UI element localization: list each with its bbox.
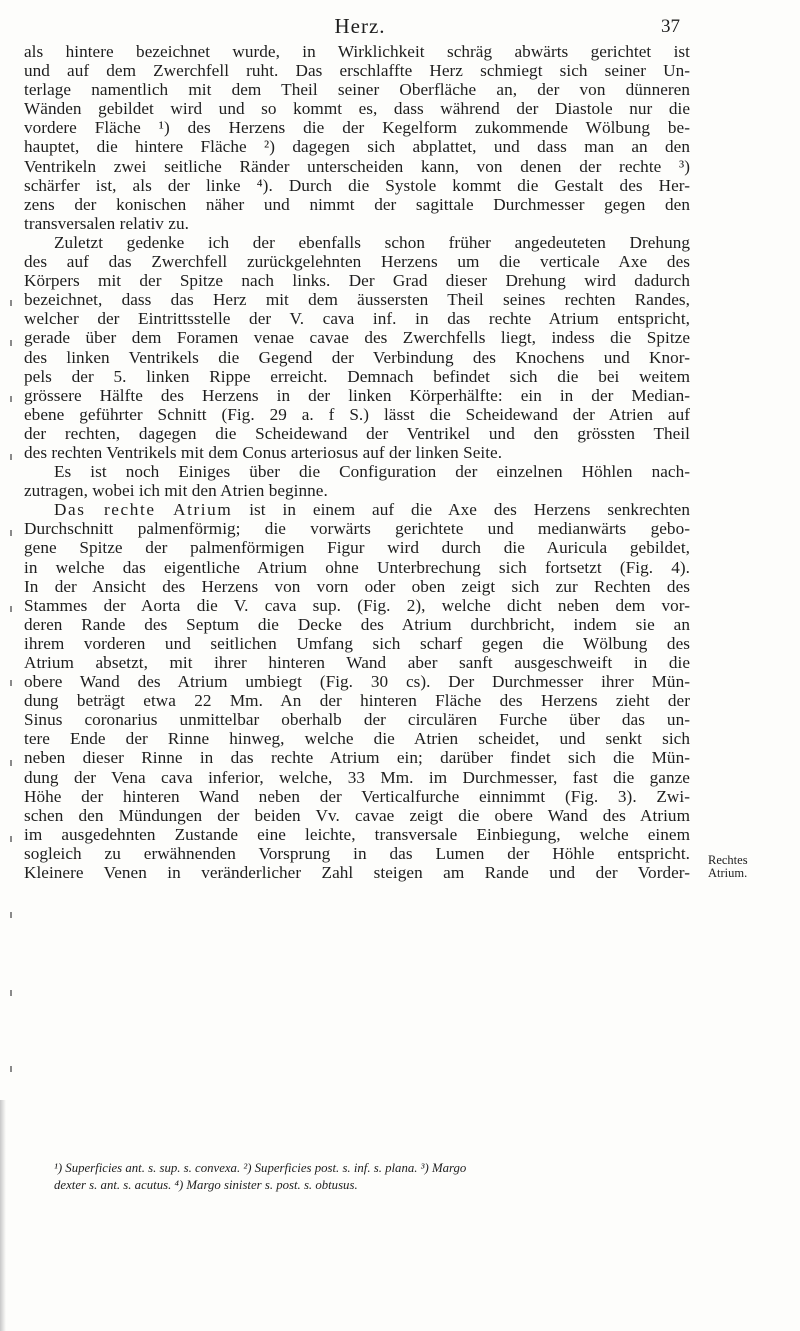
text-line: Durchschnitt palmenförmig; die vorwärts gerichtete und medianwärts gebo-	[24, 519, 690, 539]
text-line: tere Ende der Rinne hinweg, welche die Atrien scheidet, und senkt sich	[24, 729, 690, 749]
gutter-mark	[10, 990, 12, 996]
text-line: der rechten, dagegen die Scheidewand der Ventrikel und den grössten Theil	[24, 423, 690, 443]
text-line: zutragen, wobei ich mit den Atrien beginne.	[24, 481, 328, 501]
text-line: Höhe der hinteren Wand neben der Verticalfurche einnimmt (Fig. 3). Zwi-	[24, 786, 690, 806]
text-line: terlage namentlich mit dem Theil seiner Oberfläche an, der von dünneren	[24, 80, 690, 100]
margin-note-line: Rechtes	[708, 853, 748, 867]
text-line: Kleinere Venen in veränderlicher Zahl steigen am Rande und der Vorder-	[24, 863, 690, 883]
text-line: Es ist noch Einiges über die Configuration der einzelnen Höhlen nach-	[54, 462, 690, 482]
text-line: des auf das Zwerchfell zurückgelehnten Herzens um die verticale Axe des	[24, 252, 690, 272]
text-line: transversalen relativ zu.	[24, 213, 189, 233]
text-line: obere Wand des Atrium umbiegt (Fig. 30 cs). Der Durchmesser ihrer Mün-	[24, 672, 690, 692]
text-line: vordere Fläche ¹) des Herzens die der Kegelform zukommende Wölbung be-	[24, 118, 690, 138]
gutter-mark	[10, 396, 12, 402]
text-line: neben dieser Rinne in das rechte Atrium ein; darüber findet sich die Mün-	[24, 748, 690, 768]
gutter-mark	[10, 912, 12, 918]
text-line: im ausgedehnten Zustande eine leichte, transversale Einbiegung, welche einem	[24, 824, 690, 844]
text-line: Ventrikeln zwei seitliche Ränder unterscheiden kann, von denen der rechte ³)	[24, 156, 690, 176]
text-line: Stammes der Aorta die V. cava sup. (Fig. 2), welche dicht neben dem vor-	[24, 595, 690, 615]
section-lead-continuation: ist in einem auf die Axe des Herzens senkrechten	[249, 500, 690, 520]
gutter-mark	[10, 606, 12, 612]
footnotes	[54, 1160, 694, 1194]
text-line: und auf dem Zwerchfell ruht. Das erschlaffte Herz schmiegt sich seiner Un-	[24, 61, 690, 81]
text-line: In der Ansicht des Herzens von vorn oder oben zeigt sich zur Rechten des	[24, 576, 690, 596]
text-line: Zuletzt gedenke ich der ebenfalls schon früher angedeuteten Drehung	[54, 232, 690, 252]
gutter-mark	[10, 1066, 12, 1072]
page-header	[40, 14, 680, 44]
running-title: Herz.	[334, 14, 386, 38]
text-line: des linken Ventrikels die Gegend der Verbindung des Knochens und Knor-	[24, 347, 690, 367]
footnote-line: dexter s. ant. s. acutus. ⁴) Margo sinister s. post. s. obtusus.	[54, 1178, 358, 1192]
text-line: dung der Vena cava inferior, welche, 33 Mm. im Durchmesser, fast die ganze	[24, 767, 690, 787]
text-line: Atrium absetzt, mit ihrer hinteren Wand aber sanft ausgeschweift in die	[24, 653, 690, 672]
gutter-mark	[10, 680, 12, 686]
footnote-line: ¹) Superficies ant. s. sup. s. convexa. ²) Superficies post. s. inf. s. plana. ³) Margo	[54, 1161, 467, 1175]
text-line: in welche das eigentliche Atrium ohne Unterbrechung sich fortsetzt (Fig. 4).	[24, 557, 690, 577]
gutter-mark	[10, 340, 12, 346]
text-line: zens der konischen näher und nimmt der sagittale Durchmesser gegen den	[24, 194, 690, 214]
text-line: ebene geführter Schnitt (Fig. 29 a. f S.) lässt die Scheidewand der Atrien auf	[24, 404, 690, 424]
text-line: gerade über dem Foramen venae cavae des Zwerchfells liegt, indess die Spitze	[24, 328, 690, 348]
gutter-mark	[10, 530, 12, 536]
text-line-section-start	[24, 500, 690, 519]
gutter-mark	[10, 454, 12, 460]
text-line: welcher der Eintrittsstelle der V. cava inf. in das rechte Atrium entspricht,	[24, 309, 690, 329]
text-line: ihrem vorderen und seitlichen Umfang sich scharf gegen die Wölbung des	[24, 633, 690, 653]
text-line: hauptet, die hintere Fläche ²) dagegen sich abplattet, und dass man an den	[24, 137, 690, 157]
page-number: 37	[661, 16, 680, 37]
text-line: dung beträgt etwa 22 Mm. An der hinteren Fläche des Herzens zieht der	[24, 691, 690, 711]
margin-note-line: Atrium.	[708, 866, 748, 880]
body-text	[24, 42, 690, 882]
text-line: als hintere bezeichnet wurde, in Wirklichkeit schräg abwärts gerichtet ist	[24, 42, 690, 61]
gutter-mark	[10, 836, 12, 842]
text-line: Sinus coronarius unmittelbar oberhalb der circulären Furche über das un-	[24, 710, 690, 730]
gutter-mark	[10, 300, 12, 306]
text-line: schärfer ist, als der linke ⁴). Durch die Systole kommt die Gestalt des Her-	[24, 175, 690, 195]
spine-shadow	[0, 1100, 6, 1331]
text-line: des rechten Ventrikels mit dem Conus arteriosus auf der linken Seite.	[24, 442, 503, 462]
margin-note	[708, 854, 778, 880]
text-line: sogleich zu erwähnenden Vorsprung in das Lumen der Höhle entspricht.	[24, 843, 690, 863]
text-line: gene Spitze der palmenförmigen Figur wird durch die Auricula gebildet,	[24, 538, 690, 558]
gutter-mark	[10, 760, 12, 766]
text-line: Körpers mit der Spitze nach links. Der Grad dieser Drehung wird dadurch	[24, 271, 690, 291]
text-line: schen den Mündungen der beiden Vv. cavae zeigt die obere Wand des Atrium	[24, 805, 690, 825]
text-line: deren Rande des Septum die Decke des Atrium durchbricht, indem sie an	[24, 614, 690, 634]
text-line: pels der 5. linken Rippe erreicht. Demnach befindet sich die bei weitem	[24, 366, 690, 386]
section-lead: Das rechte Atrium	[54, 500, 233, 520]
text-line: grössere Hälfte des Herzens in der linken Körperhälfte: ein in der Median-	[24, 385, 690, 405]
text-line: Wänden gebildet wird und so kommt es, dass während der Diastole nur die	[24, 99, 690, 119]
text-line: bezeichnet, dass das Herz mit dem äussersten Theil seines rechten Randes,	[24, 290, 690, 310]
